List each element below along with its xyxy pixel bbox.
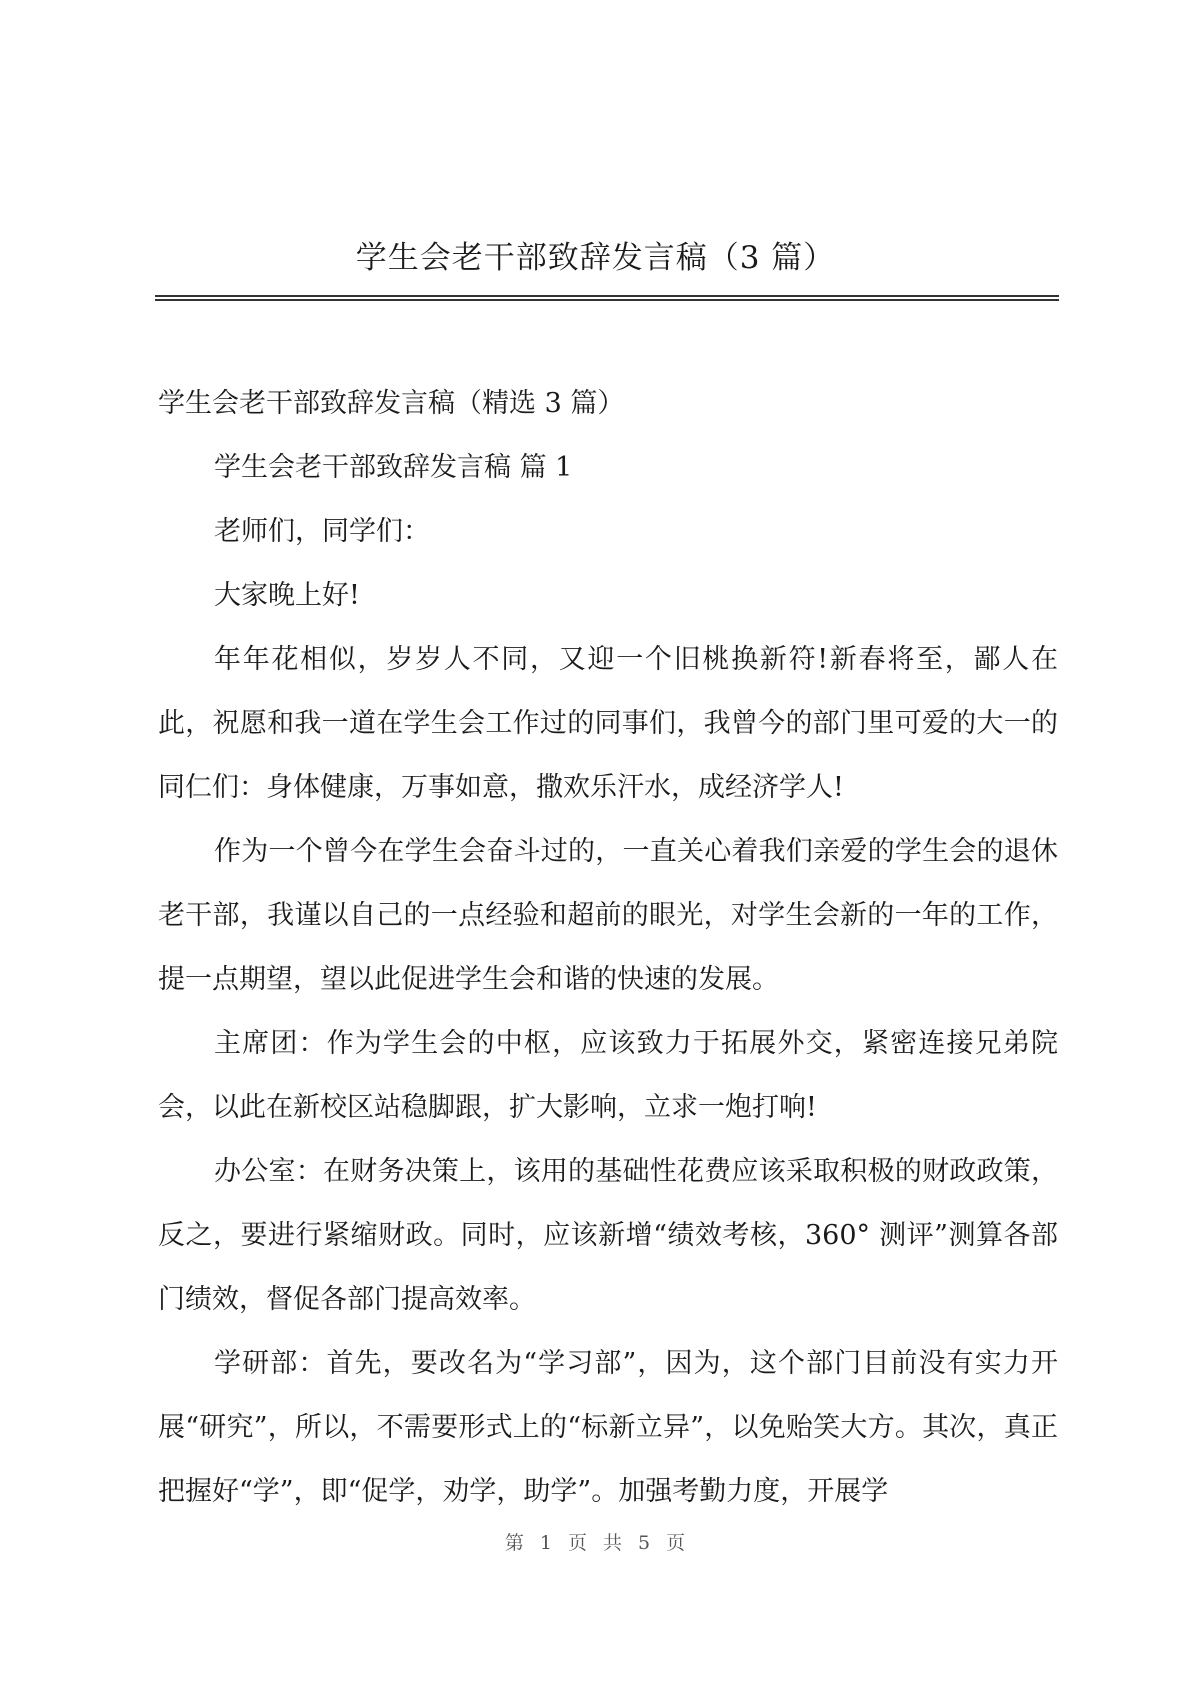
paragraph: 学研部：首先，要改名为“学习部”，因为，这个部门目前没有实力开展“研究”，所以，不需要形式上的“标新立异”，以免贻笑大方。其次，真正把握好“学”，即“促学，劝学，助学”。加强考勤力度，开展学 — [158, 1348, 1058, 1507]
greeting: 大家晚上好! — [214, 580, 360, 611]
document-subtitle: 学生会老干部致辞发言稿（精选 3 篇） — [158, 388, 625, 419]
paragraph: 办公室：在财务决策上，该用的基础性花费应该采取积极的财政政策，反之，要进行紧缩财政。同时，应该新增“绩效考核，360° 测评”测算各部门绩效，督促各部门提高效率。 — [158, 1156, 1058, 1315]
paragraph: 作为一个曾今在学生会奋斗过的，一直关心着我们亲爱的学生会的退休老干部，我谨以自己的一点经验和超前的眼光，对学生会新的一年的工作，提一点期望，望以此促进学生会和谐的快速的发展。 — [158, 836, 1058, 995]
salutation: 老师们，同学们： — [214, 516, 430, 547]
page-footer: 第 1 页 共 5 页 — [504, 1532, 687, 1554]
section-heading: 学生会老干部致辞发言稿 篇 1 — [214, 452, 573, 483]
document-title: 学生会老干部致辞发言稿（3 篇） — [355, 240, 836, 276]
paragraph: 年年花相似，岁岁人不同，又迎一个旧桃换新符!新春将至，鄙人在此，祝愿和我一道在学生会工作过的同事们，我曾今的部门里可爱的大一的同仁们：身体健康，万事如意，撒欢乐汗水，成经济学人! — [158, 644, 1058, 803]
document-body — [158, 372, 1058, 1524]
title-divider — [155, 295, 1059, 301]
paragraph: 主席团：作为学生会的中枢，应该致力于拓展外交，紧密连接兄弟院会，以此在新校区站稳脚跟，扩大影响，立求一炮打响! — [158, 1028, 1058, 1123]
